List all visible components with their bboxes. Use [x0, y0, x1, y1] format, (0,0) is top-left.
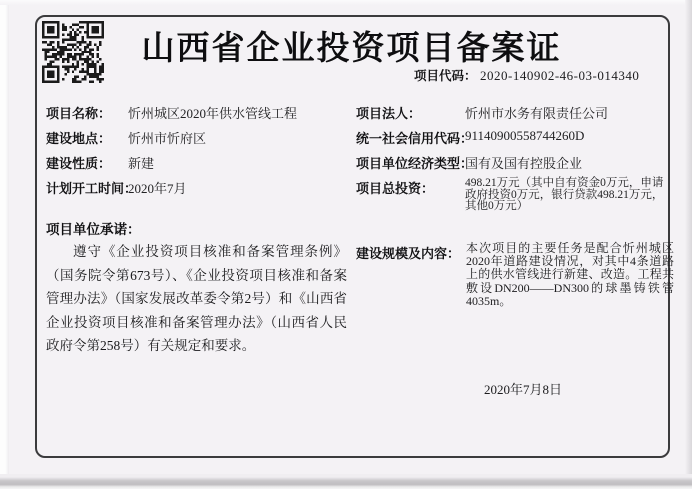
field-value-credit-code: 91140900558744260D — [465, 128, 585, 143]
construction-scale-text: 本次项目的主要任务是配合忻州城区2020年道路建设情况，对其中4条道路上的供水管线进行新建、改造。工程共敷设DN200——DN300的球墨铸铁管4035m。 — [466, 241, 674, 308]
commitment-text: 遵守《企业投资项目核准和备案管理条例》（国务院令第673号）、《企业投资项目核准和备案管理办法》（国家发展改革委令第2号）和《山西省企业投资项目核准和备案管理办法》（山西省人民政府令第258号）有关规定和要求。 — [46, 244, 347, 353]
field-label-credit-code: 统一社会信用代码： — [356, 131, 474, 146]
certificate-title: 山西省企业投资项目备案证 — [141, 29, 562, 66]
field-label-project-name: 项目名称： — [46, 106, 112, 121]
field-label-economic-type: 项目单位经济类型： — [356, 156, 474, 171]
scan-edge-bottom — [0, 474, 692, 489]
field-label-location: 建设地点： — [46, 131, 112, 146]
field-value-economic-type: 国有及国有控股企业 — [465, 156, 583, 171]
issue-date: 2020年7月8日 — [484, 382, 563, 397]
commitment-label: 项目单位承诺： — [46, 222, 141, 237]
field-value-project-name: 忻州城区2020年供水管线工程 — [128, 106, 298, 121]
field-value-legal-person: 忻州市水务有限责任公司 — [465, 106, 609, 121]
field-label-nature: 建设性质： — [46, 156, 112, 171]
field-value-location: 忻州市忻府区 — [128, 131, 207, 146]
project-code-row — [414, 66, 639, 84]
field-label-total-investment: 项目总投资： — [356, 181, 435, 196]
field-label-legal-person: 项目法人： — [356, 106, 422, 121]
field-value-start-date: 2020年7月 — [128, 181, 187, 196]
construction-scale-label: 建设规模及内容： — [356, 246, 461, 261]
project-code-label: 项目代码： — [414, 69, 477, 83]
field-value-nature: 新建 — [128, 156, 155, 171]
field-label-start-date: 计划开工时间： — [46, 181, 138, 196]
scan-edge-right — [685, 0, 692, 489]
scan-edge-left — [0, 0, 9, 489]
project-code-value: 2020-140902-46-03-014340 — [480, 68, 640, 83]
scan-edge-top — [0, 0, 692, 5]
field-value-total-investment: 498.21万元（其中自有资金0万元，申请政府投资0万元，银行贷款498.21万元，其他0万元） — [465, 177, 664, 212]
